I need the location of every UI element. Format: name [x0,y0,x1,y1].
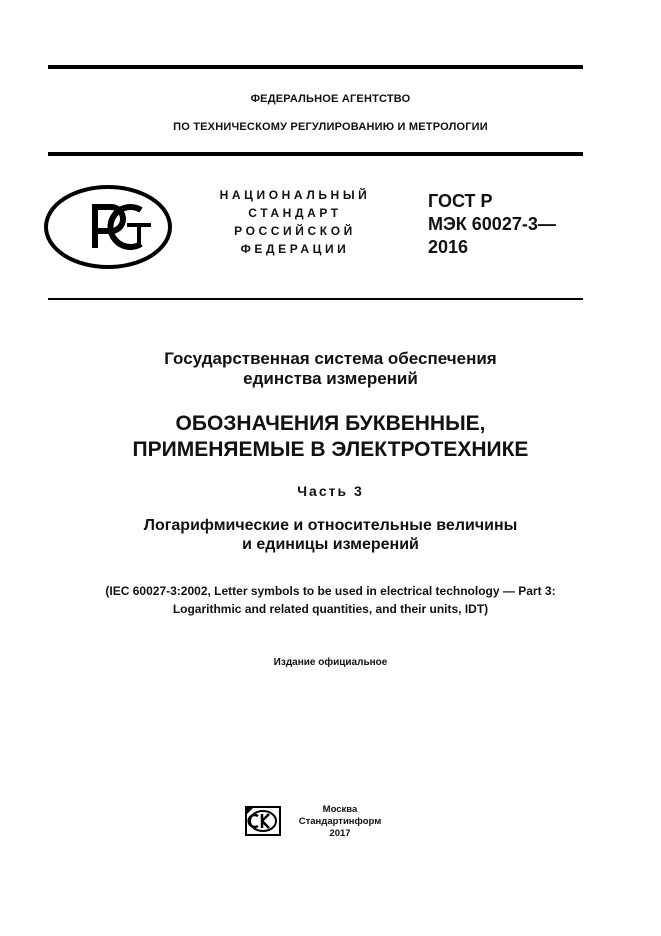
national-line: РОССИЙСКОЙ [234,224,356,238]
subtitle-line: Логарифмические и относительные величины [143,517,518,534]
subtitle-line: и единицы измерений [242,536,419,553]
designation-line: 2016 [428,237,469,257]
agency-line-2: ПО ТЕХНИЧЕСКОМУ РЕГУЛИРОВАНИЮ И МЕТРОЛОГИИ [173,121,488,133]
subtitle [0,516,661,554]
national-line: ФЕДЕРАЦИИ [240,242,350,256]
publisher-name: Стандартинформ [298,816,382,827]
national-standard-label [200,186,390,258]
main-title-line: ОБОЗНАЧЕНИЯ БУКВЕННЫЕ, [175,412,486,435]
iec-reference [0,582,661,618]
standard-designation [428,190,556,259]
standartinform-logo-icon [245,806,281,836]
main-title-line: ПРИМЕНЯЕМЫЕ В ЭЛЕКТРОТЕХНИКЕ [132,438,529,461]
header-rule [48,152,583,156]
iec-line: Logarithmic and related quantities, and their units, IDT) [172,602,489,616]
system-title-line: единства измерений [243,369,418,388]
publisher-year: 2017 [329,828,351,839]
national-line: СТАНДАРТ [248,206,342,220]
publisher-city: Москва [322,804,358,815]
gost-r-certification-mark-icon [43,184,173,270]
national-line: НАЦИОНАЛЬНЫЙ [219,188,371,202]
agency-line-1: ФЕДЕРАЛЬНОЕ АГЕНТСТВО [250,93,411,105]
main-title [0,411,661,463]
system-title [0,349,661,389]
iec-line: (IEC 60027-3:2002, Letter symbols to be used in electrical technology — Part 3: [105,584,556,598]
designation-line: ГОСТ Р [428,191,493,211]
part-label: Часть 3 [297,483,364,499]
top-rule [48,65,583,69]
designation-line: МЭК 60027-3— [428,214,556,234]
system-title-line: Государственная система обеспечения [164,349,497,368]
title-rule [48,298,583,300]
publisher-info [294,804,386,840]
edition-label: Издание официальное [273,657,388,668]
